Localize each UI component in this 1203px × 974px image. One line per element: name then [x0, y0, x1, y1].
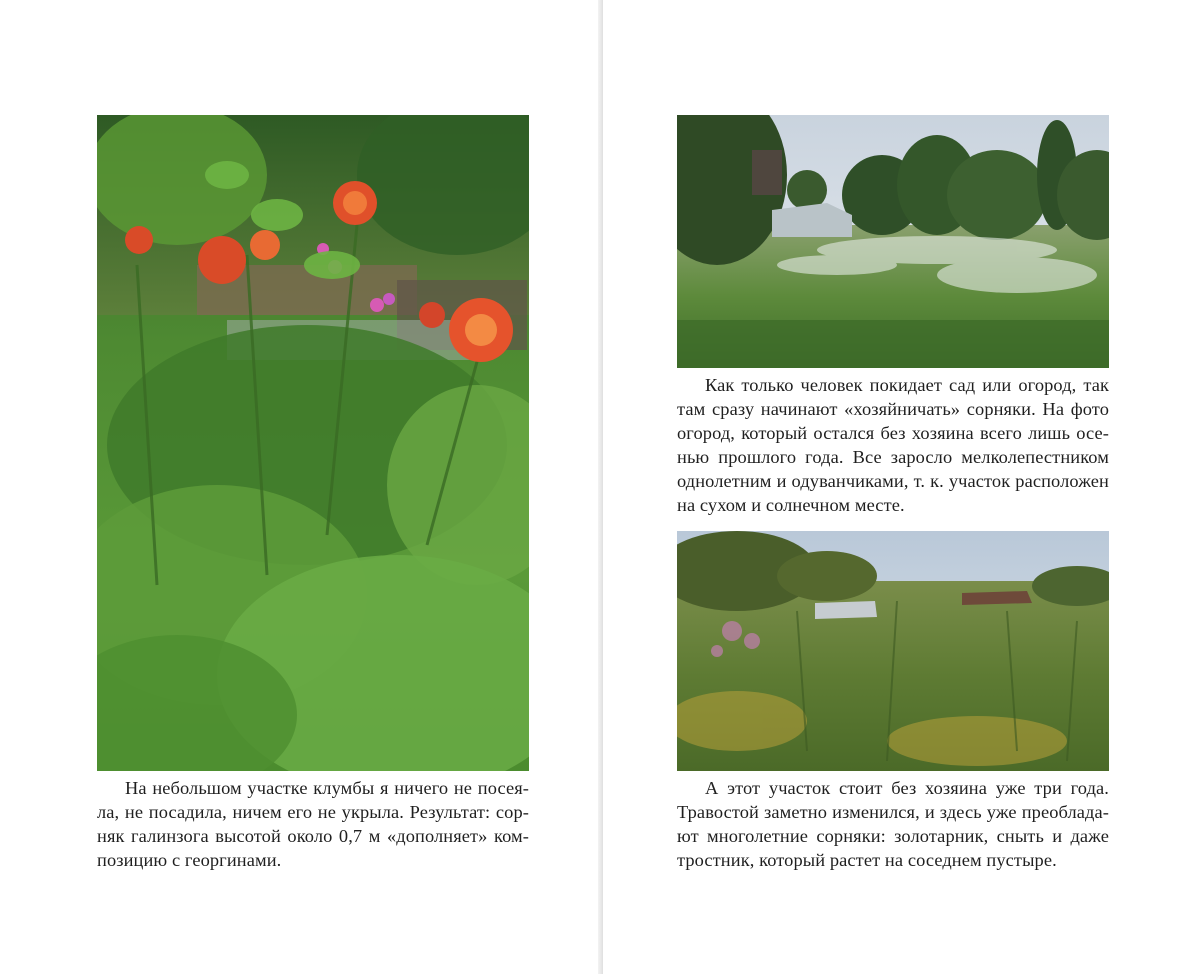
caption-line: Травостой заметно изменился, и здесь уже преоблада- — [677, 802, 1109, 822]
photo-image — [677, 115, 1109, 368]
abandoned-garden-caption — [677, 373, 1109, 517]
caption-line: ла, не посадила, ничем его не укрыла. Результат: сор- — [97, 802, 529, 822]
caption-line: тростник, который растет на соседнем пустыре. — [677, 850, 1057, 870]
caption-line: там сразу начинают «хозяйничать» сорняки. На фото — [677, 399, 1109, 419]
overgrown-plot-photo — [677, 531, 1109, 771]
photo-image — [677, 531, 1109, 771]
left-page — [0, 0, 601, 974]
caption-line: позицию с георгинами. — [97, 850, 282, 870]
caption-line: ют многолетние сорняки: золотарник, сныть и даже — [677, 826, 1109, 846]
caption-line: нью прошлого года. Все заросло мелколепестником — [677, 447, 1109, 467]
photo-image — [97, 115, 529, 771]
dahlia-caption — [97, 776, 529, 872]
caption-line: огород, который остался без хозяина всего лишь осе- — [677, 423, 1109, 443]
abandoned-garden-photo — [677, 115, 1109, 368]
caption-line: однолетним и одуванчиками, т. к. участок расположен — [677, 471, 1109, 491]
right-page — [603, 0, 1203, 974]
overgrown-plot-caption — [677, 776, 1109, 872]
caption-line: няк галинзога высотой около 0,7 м «дополняет» ком- — [97, 826, 529, 846]
dahlia-garden-photo — [97, 115, 529, 771]
caption-line: на сухом и солнечном месте. — [677, 495, 905, 515]
caption-line: На небольшом участке клумбы я ничего не посея- — [125, 778, 529, 798]
caption-line: Как только человек покидает сад или огород, так — [705, 375, 1109, 395]
caption-line: А этот участок стоит без хозяина уже три года. — [705, 778, 1109, 798]
